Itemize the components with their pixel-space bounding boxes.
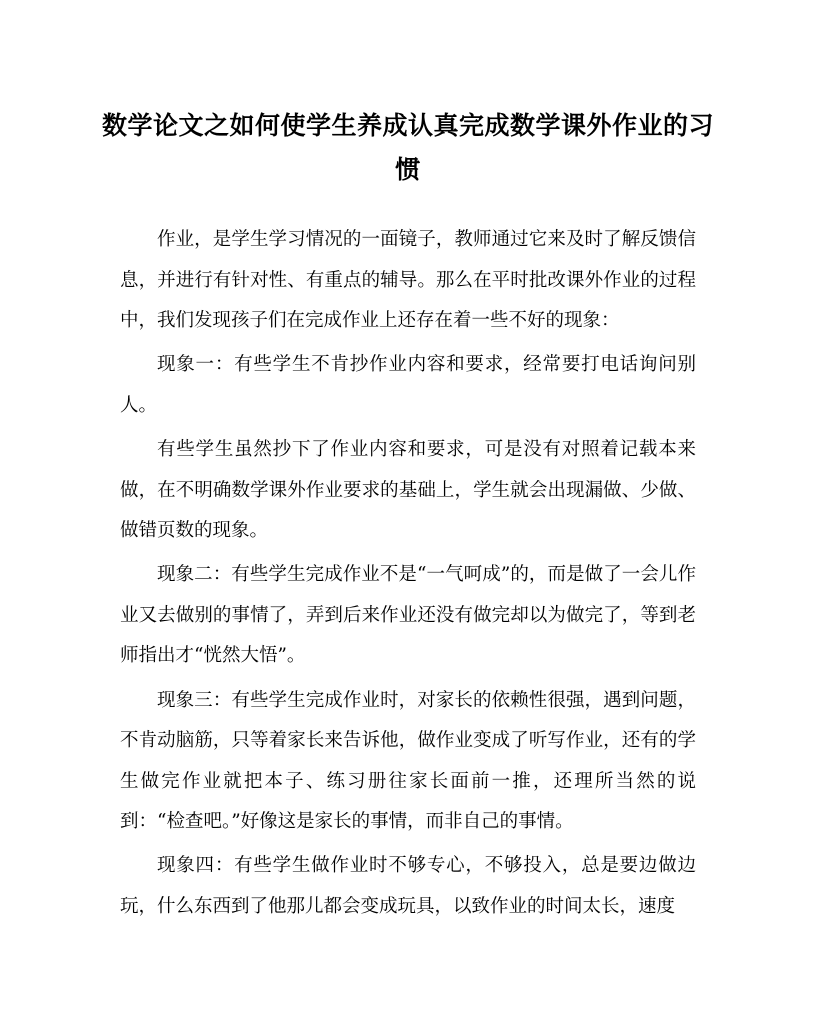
- paragraph-phenomenon-1-detail: 有些学生虽然抄下了作业内容和要求，可是没有对照着记载本来做，在不明确数学课外作业要求的基础上，学生就会出现漏做、少做、做错页数的现象。: [120, 439, 696, 542]
- document-body: [120, 220, 696, 931]
- document-title: 数学论文之如何使学生养成认真完成数学课外作业的习惯: [101, 111, 714, 184]
- paragraph-intro: 作业，是学生学习情况的一面镜子，教师通过它来及时了解反馈信息，并进行有针对性、有重点的辅导。那么在平时批改课外作业的过程中，我们发现孩子们在完成作业上还存在着一些不好的现象：: [120, 229, 696, 331]
- paragraph-phenomenon-2: 现象二：有些学生完成作业不是“一气呵成”的，而是做了一会儿作业又去做别的事情了，弄到后来作业还没有做完却以为做完了，等到老师指出才“恍然大悟”。: [120, 564, 696, 667]
- paragraph-phenomenon-4: 现象四：有些学生做作业时不够专心，不够投入，总是要边做边玩，什么东西到了他那儿都会变成玩具，以致作业的时间太长，速度: [120, 855, 696, 917]
- paragraph-phenomenon-1: 现象一：有些学生不肯抄作业内容和要求，经常要打电话询问别人。: [120, 354, 696, 416]
- paragraph-phenomenon-3: 现象三：有些学生完成作业时，对家长的依赖性很强，遇到问题，不肯动脑筋，只等着家长来告诉他，做作业变成了听写作业，还有的学生做完作业就把本子、练习册往家长面前一推，还理所当然的说到：“检查吧。”好像这是家长的事情，而非自己的事情。: [120, 689, 696, 833]
